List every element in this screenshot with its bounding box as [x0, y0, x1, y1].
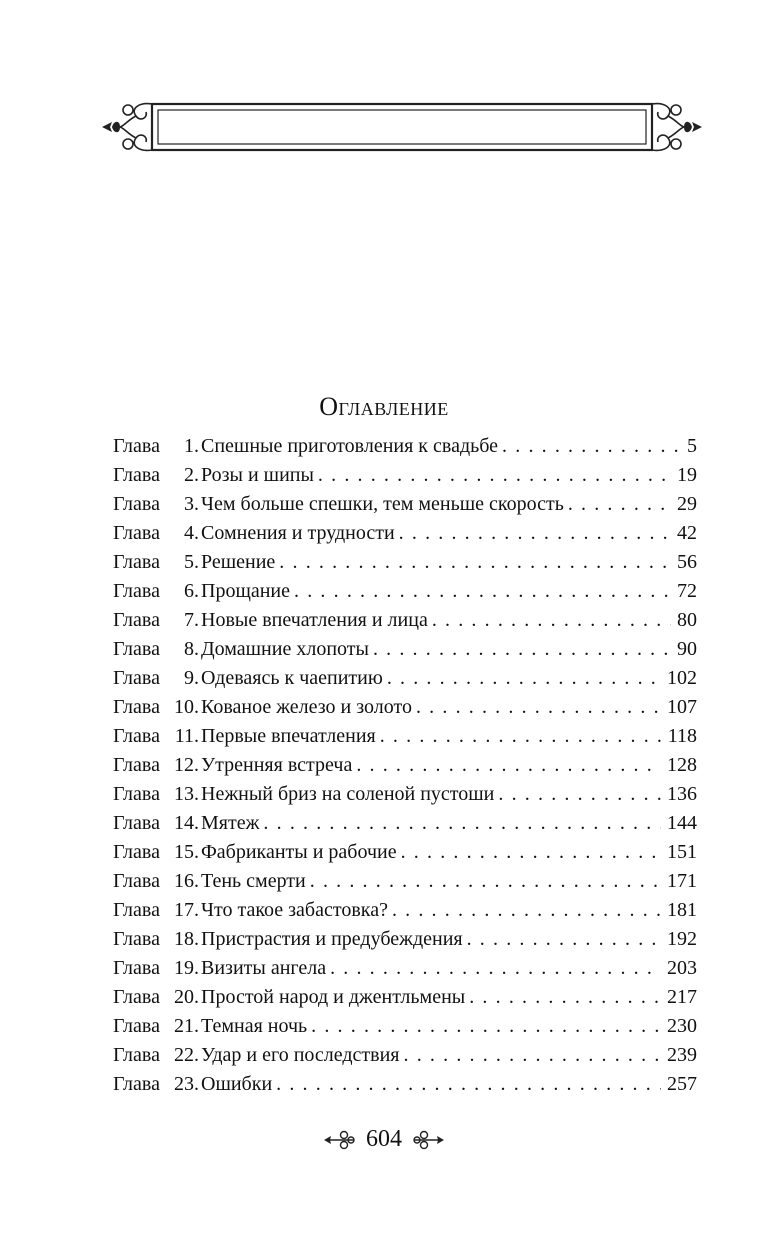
page-number: 19	[677, 464, 697, 486]
chapter-word: Глава	[113, 841, 160, 863]
chapter-number: 12.	[174, 754, 199, 776]
toc-entry[interactable]	[113, 432, 697, 461]
chapter-word: Глава	[113, 754, 160, 776]
dot-leader	[469, 983, 661, 1012]
chapter-title: Визиты ангела	[201, 957, 327, 979]
dot-leader	[498, 780, 661, 809]
page-number: 151	[667, 841, 697, 863]
chapter-number: 9.	[184, 667, 199, 689]
chapter-number: 16.	[174, 870, 199, 892]
page-number: 203	[667, 957, 697, 979]
chapter-number: 2.	[184, 464, 199, 486]
chapter-number: 15.	[174, 841, 199, 863]
chapter-word: Глава	[113, 986, 160, 1008]
dot-leader	[276, 1070, 661, 1099]
toc-entry[interactable]	[113, 548, 697, 577]
toc-entry[interactable]	[113, 577, 697, 606]
chapter-number: 14.	[174, 812, 199, 834]
chapter-number: 18.	[174, 928, 199, 950]
chapter-title: Розы и шипы	[201, 464, 314, 486]
toc-entry[interactable]	[113, 1012, 697, 1041]
page-folio	[0, 1126, 768, 1153]
chapter-number: 20.	[174, 986, 199, 1008]
chapter-title: Фабриканты и рабочие	[201, 841, 397, 863]
chapter-title: Нежный бриз на соленой пустоши	[201, 783, 495, 805]
toc-entry[interactable]	[113, 954, 697, 983]
chapter-word: Глава	[113, 870, 160, 892]
page-number: 128	[667, 754, 697, 776]
page-number: 72	[677, 580, 697, 602]
chapter-number: 8.	[184, 638, 199, 660]
page-number: 181	[667, 899, 697, 921]
dot-leader	[330, 954, 661, 983]
chapter-word: Глава	[113, 812, 160, 834]
flourish-icon	[410, 1129, 444, 1151]
page-number: 107	[667, 696, 697, 718]
toc-entry[interactable]	[113, 751, 697, 780]
chapter-word: Глава	[113, 696, 160, 718]
dot-leader	[318, 461, 671, 490]
chapter-title: Чем больше спешки, тем меньше скорость	[201, 493, 564, 515]
chapter-title: Удар и его последствия	[201, 1044, 400, 1066]
toc-entry[interactable]	[113, 490, 697, 519]
dot-leader	[311, 1012, 661, 1041]
table-of-contents	[113, 432, 697, 1099]
dot-leader	[404, 1041, 661, 1070]
dot-leader	[373, 635, 671, 664]
chapter-title: Решение	[201, 551, 276, 573]
chapter-title: Темная ночь	[201, 1015, 308, 1037]
chapter-number: 7.	[184, 609, 199, 631]
page-number: 230	[667, 1015, 697, 1037]
chapter-title: Что такое забастовка?	[201, 899, 388, 921]
chapter-title: Домашние хлопоты	[201, 638, 369, 660]
dot-leader	[568, 490, 671, 519]
chapter-number: 11.	[174, 725, 199, 747]
page-number: 56	[677, 551, 697, 573]
toc-entry[interactable]	[113, 693, 697, 722]
toc-entry[interactable]	[113, 838, 697, 867]
chapter-title: Первые впечатления	[201, 725, 376, 747]
toc-entry[interactable]	[113, 867, 697, 896]
toc-entry[interactable]	[113, 664, 697, 693]
chapter-title: Сомнения и трудности	[201, 522, 395, 544]
chapter-word: Глава	[113, 464, 160, 486]
page-number: 217	[667, 986, 697, 1008]
chapter-number: 10.	[174, 696, 199, 718]
toc-entry[interactable]	[113, 809, 697, 838]
toc-entry[interactable]	[113, 1041, 697, 1070]
toc-entry[interactable]	[113, 519, 697, 548]
page-number: 239	[667, 1044, 697, 1066]
chapter-number: 22.	[174, 1044, 199, 1066]
chapter-number: 13.	[174, 783, 199, 805]
dot-leader	[392, 896, 661, 925]
chapter-number: 17.	[174, 899, 199, 921]
chapter-title: Мятеж	[201, 812, 260, 834]
dot-leader	[380, 722, 662, 751]
chapter-number: 1.	[184, 435, 199, 457]
flourish-icon	[324, 1129, 358, 1151]
page-number: 90	[677, 638, 697, 660]
chapter-word: Глава	[113, 667, 160, 689]
page-number: 80	[677, 609, 697, 631]
dot-leader	[416, 693, 661, 722]
page-number: 29	[677, 493, 697, 515]
chapter-word: Глава	[113, 435, 160, 457]
dot-leader	[401, 838, 661, 867]
chapter-word: Глава	[113, 551, 160, 573]
chapter-title: Тень смерти	[201, 870, 306, 892]
chapter-word: Глава	[113, 638, 160, 660]
page-number: 192	[667, 928, 697, 950]
chapter-title: Утренняя встреча	[201, 754, 353, 776]
chapter-number: 19.	[174, 957, 199, 979]
chapter-number: 3.	[184, 493, 199, 515]
chapter-word: Глава	[113, 899, 160, 921]
page-number: 257	[667, 1073, 697, 1095]
folio-page-number: 604	[366, 1126, 402, 1152]
chapter-number: 5.	[184, 551, 199, 573]
dot-leader	[432, 606, 671, 635]
dot-leader	[502, 432, 681, 461]
chapter-number: 21.	[174, 1015, 199, 1037]
toc-heading: Оглавление	[319, 392, 449, 421]
page-number: 144	[667, 812, 697, 834]
page-number: 136	[667, 783, 697, 805]
dot-leader	[279, 548, 671, 577]
chapter-title: Спешные приготовления к свадьбе	[201, 435, 499, 457]
chapter-word: Глава	[113, 928, 160, 950]
dot-leader	[467, 925, 661, 954]
chapter-number: 4.	[184, 522, 199, 544]
toc-entry[interactable]	[113, 896, 697, 925]
page-number: 5	[687, 435, 697, 457]
chapter-number: 6.	[184, 580, 199, 602]
dot-leader	[356, 751, 661, 780]
toc-entry[interactable]	[113, 606, 697, 635]
chapter-word: Глава	[113, 1044, 160, 1066]
dot-leader	[263, 809, 661, 838]
dot-leader	[387, 664, 661, 693]
page-number: 102	[667, 667, 697, 689]
dot-leader	[399, 519, 671, 548]
chapter-title: Одеваясь к чаепитию	[201, 667, 383, 689]
toc-entry[interactable]	[113, 635, 697, 664]
chapter-word: Глава	[113, 783, 160, 805]
page-number: 171	[667, 870, 697, 892]
toc-entry[interactable]	[113, 722, 697, 751]
chapter-word: Глава	[113, 1073, 160, 1095]
chapter-word: Глава	[113, 493, 160, 515]
page-number: 42	[677, 522, 697, 544]
chapter-title: Простой народ и джентльмены	[201, 986, 466, 1008]
chapter-title: Новые впечатления и лица	[201, 609, 428, 631]
chapter-title: Ошибки	[201, 1073, 273, 1095]
toc-entry[interactable]	[113, 780, 697, 809]
chapter-title: Пристрастия и предубеждения	[201, 928, 463, 950]
toc-entry[interactable]	[113, 1070, 697, 1099]
chapter-word: Глава	[113, 609, 160, 631]
toc-entry[interactable]	[113, 461, 697, 490]
chapter-word: Глава	[113, 522, 160, 544]
chapter-word: Глава	[113, 580, 160, 602]
page-number: 118	[667, 725, 697, 747]
chapter-word: Глава	[113, 957, 160, 979]
toc-entry[interactable]	[113, 925, 697, 954]
chapter-title: Кованое железо и золото	[201, 696, 412, 718]
chapter-word: Глава	[113, 725, 160, 747]
dot-leader	[294, 577, 671, 606]
toc-entry[interactable]	[113, 983, 697, 1012]
chapter-title: Прощание	[201, 580, 291, 602]
ornamental-frame-icon	[100, 96, 704, 158]
dot-leader	[310, 867, 661, 896]
chapter-number: 23.	[174, 1073, 199, 1095]
chapter-word: Глава	[113, 1015, 160, 1037]
